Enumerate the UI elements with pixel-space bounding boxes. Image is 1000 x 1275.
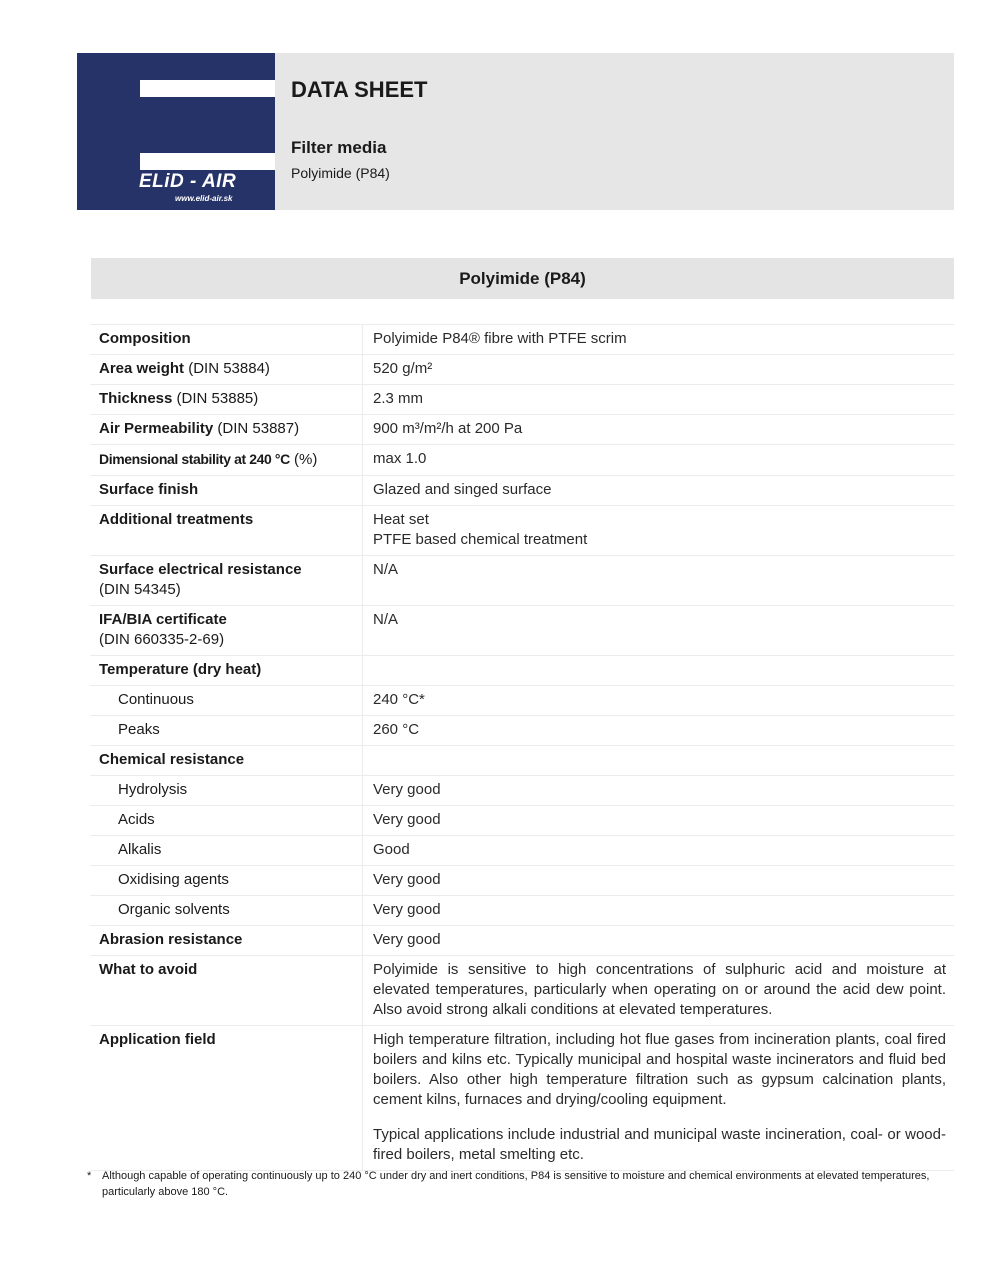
value-paragraph: High temperature filtration, including hot flue gases from incineration plants, coal fired boilers and kilns etc. Typically municipal and hospital waste incinerators and fluid bed boilers. Also other high temperature filtration such as gypsum calcination plants, cement kilns, furnaces and drying/cooling equipment. <box>373 1031 946 1108</box>
logo-bar-bottom <box>140 153 275 170</box>
row-value: Very good <box>363 806 955 836</box>
row-value: Good <box>363 836 955 866</box>
footnote-mark: * <box>87 1170 92 1182</box>
table-row <box>90 385 954 415</box>
row-label: Chemical resistance <box>90 746 363 776</box>
table-row <box>90 556 954 606</box>
footnote-text: Although capable of operating continuously up to 240 °C under dry and inert conditions, P84 is sensitive to moisture and chemical environments at elevated temperatures, particularly above 180 °C. <box>102 1170 930 1198</box>
row-label: Oxidising agents <box>90 866 363 896</box>
table-row <box>90 806 954 836</box>
table-row <box>90 926 954 956</box>
row-label: Alkalis <box>90 836 363 866</box>
row-label: Continuous <box>90 686 363 716</box>
row-value: 2.3 mm <box>363 385 955 415</box>
document-title: DATA SHEET <box>291 77 428 102</box>
product-name: Polyimide (P84) <box>291 165 390 181</box>
table-row <box>90 746 954 776</box>
header-title-panel <box>275 53 954 210</box>
footnote <box>87 1168 947 1200</box>
value-line: PTFE based chemical treatment <box>373 531 588 548</box>
row-value: 240 °C* <box>363 686 955 716</box>
row-value: N/A <box>363 606 955 656</box>
row-value: 900 m³/m²/h at 200 Pa <box>363 415 955 445</box>
row-value: Very good <box>363 926 955 956</box>
properties-table <box>90 324 954 1171</box>
logo-name: ELiD - AIR <box>139 171 237 192</box>
table-row <box>90 656 954 686</box>
row-value: 260 °C <box>363 716 955 746</box>
row-label: Abrasion resistance <box>90 926 363 956</box>
table-row <box>90 415 954 445</box>
logo-bar-top <box>140 80 275 97</box>
table-row <box>90 476 954 506</box>
row-label: Application field <box>90 1026 363 1171</box>
row-value: Polyimide is sensitive to high concentrations of sulphuric acid and moisture at elevated temperatures, particularly when operating on or around the acid dew point. Also avoid strong alkali conditions at elevated temperatures. <box>363 956 955 1026</box>
row-value <box>363 746 955 776</box>
table-row <box>90 1026 954 1171</box>
row-label: Hydrolysis <box>90 776 363 806</box>
row-value: Polyimide P84® fibre with PTFE scrim <box>363 325 955 355</box>
row-value <box>363 1026 955 1171</box>
row-label: Area weight (DIN 53884) <box>90 355 363 385</box>
row-label: Peaks <box>90 716 363 746</box>
logo-url: www.elid-air.sk <box>175 194 233 203</box>
row-label: Surface finish <box>90 476 363 506</box>
row-value <box>363 506 955 556</box>
row-label: Thickness (DIN 53885) <box>90 385 363 415</box>
table-row <box>90 686 954 716</box>
company-logo <box>77 53 275 210</box>
row-value: N/A <box>363 556 955 606</box>
row-value: max 1.0 <box>363 445 955 476</box>
table-row <box>90 896 954 926</box>
row-value: 520 g/m² <box>363 355 955 385</box>
table-row <box>90 776 954 806</box>
row-label: Temperature (dry heat) <box>90 656 363 686</box>
value-line: Heat set <box>373 511 429 528</box>
section-title: Polyimide (P84) <box>91 258 954 299</box>
row-value: Glazed and singed surface <box>363 476 955 506</box>
row-label: Additional treatments <box>90 506 363 556</box>
row-label: What to avoid <box>90 956 363 1026</box>
row-value: Very good <box>363 776 955 806</box>
row-value: Very good <box>363 896 955 926</box>
document-header <box>77 53 954 210</box>
table-row <box>90 325 954 355</box>
table-row <box>90 716 954 746</box>
row-label: Dimensional stability at 240 °C (%) <box>90 445 363 476</box>
row-label: Organic solvents <box>90 896 363 926</box>
row-label: Acids <box>90 806 363 836</box>
table-row <box>90 445 954 476</box>
row-label: IFA/BIA certificate (DIN 660335-2-69) <box>90 606 363 656</box>
row-value: Very good <box>363 866 955 896</box>
table-row <box>90 866 954 896</box>
row-label: Composition <box>90 325 363 355</box>
document-subtitle: Filter media <box>291 138 387 157</box>
table-row <box>90 836 954 866</box>
value-paragraph: Typical applications include industrial and municipal waste incineration, coal- or wood-fired boilers, metal smelting etc. <box>373 1126 946 1163</box>
table-row <box>90 506 954 556</box>
table-row <box>90 355 954 385</box>
table-row <box>90 606 954 656</box>
row-label: Air Permeability (DIN 53887) <box>90 415 363 445</box>
table-row <box>90 956 954 1026</box>
row-label: Surface electrical resistance (DIN 54345) <box>90 556 363 606</box>
row-value <box>363 656 955 686</box>
